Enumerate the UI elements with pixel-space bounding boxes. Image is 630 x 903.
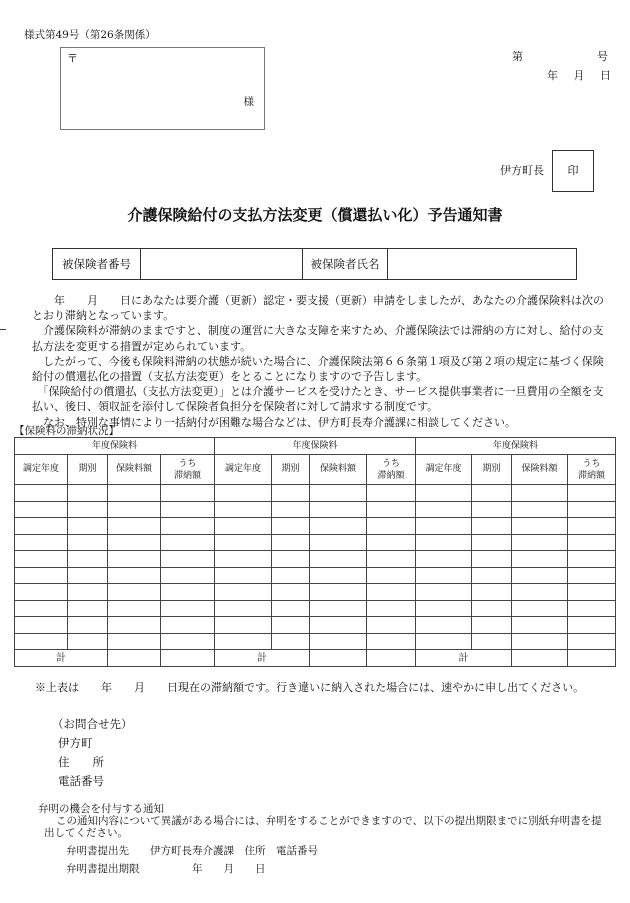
appeal-deadline: 弁明書提出期限 年 月 日 [66,863,266,875]
insured-number-field[interactable] [141,249,303,279]
table-cell[interactable] [568,534,616,551]
table-cell[interactable] [416,633,472,650]
body-paragraph-1: 年 月 日にあなたは要介護（更新）認定・要支援（更新）申請をしましたが、あなたの介護保険料は次のとおり滞納となっています。 [32,294,604,323]
body-paragraph-4: 「保険給付の償還払（支払方法変更）」とは介護サービスを受けたとき、サービス提供事業者に一旦費用の全額を支払い、後日、領収証を添付して保険者負担分を保険者に対して請求する制度です。 [32,385,604,414]
table-cell[interactable] [272,501,310,518]
table-cell[interactable] [310,501,367,518]
body-paragraph-5: なお、特別な事情により一括納付が困難な場合などは、伊方町長寿介護課に相談してください。 [32,415,516,429]
table-cell[interactable] [15,551,68,568]
table-cell[interactable] [367,584,416,601]
body-paragraph-2: 介護保険料が滞納のままですと、制度の運営に大きな支障を来すため、介護保険法では滞納の方に対し、給付の支払方法を変更する措置が定められています。 [32,324,604,353]
column-header: 保険料額 [108,455,161,485]
table-cell[interactable] [68,633,108,650]
table-cell[interactable] [215,501,272,518]
table-cell[interactable] [161,584,215,601]
table-cell[interactable] [215,584,272,601]
table-row [15,617,616,634]
table-cell[interactable] [472,485,512,502]
table-cell[interactable] [15,485,68,502]
column-header-line: うち [178,458,197,469]
table-cell[interactable] [367,551,416,568]
issue-date: 年 月 日 [547,69,611,82]
table-cell[interactable] [512,584,568,601]
table-cell[interactable] [472,567,512,584]
table-cell[interactable] [367,501,416,518]
table-cell[interactable] [108,633,161,650]
table-cell[interactable] [367,617,416,634]
table-cell[interactable] [416,617,472,634]
table-cell[interactable] [472,534,512,551]
total-arrears-cell[interactable] [161,650,215,667]
table-cell[interactable] [416,600,472,617]
table-cell[interactable] [108,567,161,584]
table-cell[interactable] [272,617,310,634]
table-cell[interactable] [272,567,310,584]
table-cell[interactable] [161,633,215,650]
table-cell[interactable] [416,584,472,601]
total-premium-cell[interactable] [108,650,161,667]
table-cell[interactable] [472,501,512,518]
table-cell[interactable] [15,633,68,650]
page-title: 介護保険給付の支払方法変更（償還払い化）予告通知書 [127,206,503,224]
column-header [568,455,616,485]
table-row [15,551,616,568]
table-cell[interactable] [68,518,108,535]
inquiry-address: 住 所 [58,755,104,769]
total-premium-cell[interactable] [310,650,367,667]
table-cell[interactable] [15,584,68,601]
table-cell[interactable] [310,633,367,650]
table-cell[interactable] [108,551,161,568]
table-cell[interactable] [310,584,367,601]
table-row [15,633,616,650]
column-header-line: うち [582,458,601,469]
total-arrears-cell[interactable] [568,650,616,667]
table-cell[interactable] [568,551,616,568]
table-row [15,501,616,518]
table-cell[interactable] [416,551,472,568]
table-cell[interactable] [68,485,108,502]
column-header-line: 滞納額 [174,470,202,481]
table-cell[interactable] [108,501,161,518]
table-cell[interactable] [568,584,616,601]
inquiry-phone: 電話番号 [58,774,104,788]
table-cell[interactable] [161,600,215,617]
table-cell[interactable] [215,534,272,551]
address-box [60,47,265,130]
table-column-header-row [15,455,616,485]
table-cell[interactable] [568,485,616,502]
table-cell[interactable] [15,600,68,617]
table-total-row [15,650,616,667]
table-cell[interactable] [568,518,616,535]
total-label: 計 [215,650,310,667]
table-cell[interactable] [108,584,161,601]
table-cell[interactable] [416,485,472,502]
table-row [15,518,616,535]
table-cell[interactable] [367,534,416,551]
year-premium-header: 年度保険料 [15,438,215,455]
table-row [15,534,616,551]
insured-name-label: 被保険者氏名 [303,249,388,279]
table-cell[interactable] [68,567,108,584]
table-cell[interactable] [272,551,310,568]
form-number: 様式第49号（第26条関係） [24,29,156,41]
table-cell[interactable] [161,551,215,568]
table-cell[interactable] [367,567,416,584]
table-cell[interactable] [15,518,68,535]
table-cell[interactable] [15,501,68,518]
table-cell[interactable] [367,633,416,650]
column-header: 保険料額 [512,455,568,485]
column-header: 調定年度 [15,455,68,485]
column-header-line: うち [382,458,401,469]
table-cell[interactable] [215,551,272,568]
appeal-text-content: この通知内容について異議がある場合には、弁明をすることができますので、以下の提出期限までに別紙弁明書を提出してください。 [44,815,602,839]
table-cell[interactable] [108,600,161,617]
table-cell[interactable] [108,617,161,634]
insured-info-row [52,248,577,280]
table-cell[interactable] [272,534,310,551]
table-cell[interactable] [367,518,416,535]
column-header-line: 滞納額 [377,470,405,481]
table-cell[interactable] [512,518,568,535]
seal-label: 印 [567,164,579,177]
total-arrears-cell[interactable] [367,650,416,667]
table-cell[interactable] [68,617,108,634]
seal-box [552,150,594,192]
table-cell[interactable] [108,518,161,535]
table-cell[interactable] [568,633,616,650]
table-cell[interactable] [161,567,215,584]
total-label: 計 [416,650,512,667]
table-cell[interactable] [272,485,310,502]
table-cell[interactable] [512,600,568,617]
table-cell[interactable] [272,633,310,650]
table-cell[interactable] [310,551,367,568]
table-cell[interactable] [512,501,568,518]
table-cell[interactable] [512,534,568,551]
table-cell[interactable] [161,501,215,518]
table-cell[interactable] [512,567,568,584]
table-cell[interactable] [416,567,472,584]
table-cell[interactable] [272,518,310,535]
table-cell[interactable] [68,534,108,551]
year-premium-header: 年度保険料 [416,438,616,455]
table-cell[interactable] [416,518,472,535]
arrears-table-title: 【保険料の滞納状況】 [14,425,119,437]
table-cell[interactable] [472,551,512,568]
table-cell[interactable] [472,633,512,650]
table-cell[interactable] [310,600,367,617]
total-premium-cell[interactable] [512,650,568,667]
inquiry-org: 伊方町 [58,736,93,750]
postal-mark: 〒 [67,52,78,65]
table-cell[interactable] [161,617,215,634]
column-header-line: 滞納額 [578,470,606,481]
table-cell[interactable] [215,617,272,634]
table-cell[interactable] [161,534,215,551]
column-header [367,455,416,485]
table-cell[interactable] [161,518,215,535]
issuer-name: 伊方町長 [500,164,544,177]
inquiry-block [52,715,133,791]
table-cell[interactable] [568,617,616,634]
table-cell[interactable] [15,617,68,634]
column-header: 期別 [68,455,108,485]
table-cell[interactable] [272,600,310,617]
column-header: 期別 [272,455,310,485]
table-cell[interactable] [272,584,310,601]
insured-number-label: 被保険者番号 [53,249,141,279]
table-cell[interactable] [68,551,108,568]
table-cell[interactable] [367,485,416,502]
table-cell[interactable] [215,485,272,502]
table-cell[interactable] [472,617,512,634]
addressee-suffix: 様 [243,96,254,108]
insured-name-field[interactable] [388,249,576,279]
column-header: 調定年度 [215,455,272,485]
table-cell[interactable] [512,485,568,502]
table-row [15,584,616,601]
table-note: ※上表は 年 月 日現在の滞納額です。行き違いに納入された場合には、速やかに申し出てください。 [35,681,585,694]
table-cell[interactable] [416,534,472,551]
column-header: 調定年度 [416,455,472,485]
arrears-table [14,437,616,667]
table-cell[interactable] [15,534,68,551]
table-cell[interactable] [472,584,512,601]
table-cell[interactable] [68,600,108,617]
table-cell[interactable] [512,551,568,568]
column-header [161,455,215,485]
year-premium-header: 年度保険料 [215,438,416,455]
table-row [15,485,616,502]
table-cell[interactable] [310,518,367,535]
table-cell[interactable] [310,485,367,502]
appeal-heading: 弁明の機会を付与する通知 [38,803,164,815]
table-cell[interactable] [568,600,616,617]
body-paragraph-3: したがって、今後も保険料滞納の状態が続いた場合に、介護保険法第６６条第１項及び第２項の規定に基づく保険給付の償還払化の措置（支払方法変更）をとることになりますので予告します。 [32,354,604,384]
table-cell[interactable] [512,633,568,650]
table-cell[interactable] [367,600,416,617]
table-cell[interactable] [215,567,272,584]
table-cell[interactable] [310,617,367,634]
table-row [15,600,616,617]
doc-number-prefix: 第 [512,50,523,63]
notice-body [32,293,604,430]
table-cell[interactable] [215,600,272,617]
table-cell[interactable] [310,534,367,551]
table-cell[interactable] [108,485,161,502]
table-cell[interactable] [68,584,108,601]
table-cell[interactable] [108,534,161,551]
total-label: 計 [15,650,108,667]
table-cell[interactable] [161,485,215,502]
table-cell[interactable] [310,567,367,584]
appeal-text [44,815,604,839]
table-cell[interactable] [15,567,68,584]
table-cell[interactable] [568,567,616,584]
doc-number-suffix: 号 [597,50,608,63]
table-cell[interactable] [416,501,472,518]
table-row [15,567,616,584]
table-cell[interactable] [512,617,568,634]
table-cell[interactable] [68,501,108,518]
table-cell[interactable] [215,518,272,535]
table-cell[interactable] [215,633,272,650]
margin-mark [0,329,6,330]
table-group-header-row [15,438,616,455]
table-cell[interactable] [472,518,512,535]
column-header: 保険料額 [310,455,367,485]
column-header: 期別 [472,455,512,485]
appeal-submit-to: 弁明書提出先 伊方町長寿介護課 住所 電話番号 [66,845,318,857]
table-cell[interactable] [472,600,512,617]
inquiry-heading: （お問合せ先） [52,717,133,731]
table-cell[interactable] [568,501,616,518]
